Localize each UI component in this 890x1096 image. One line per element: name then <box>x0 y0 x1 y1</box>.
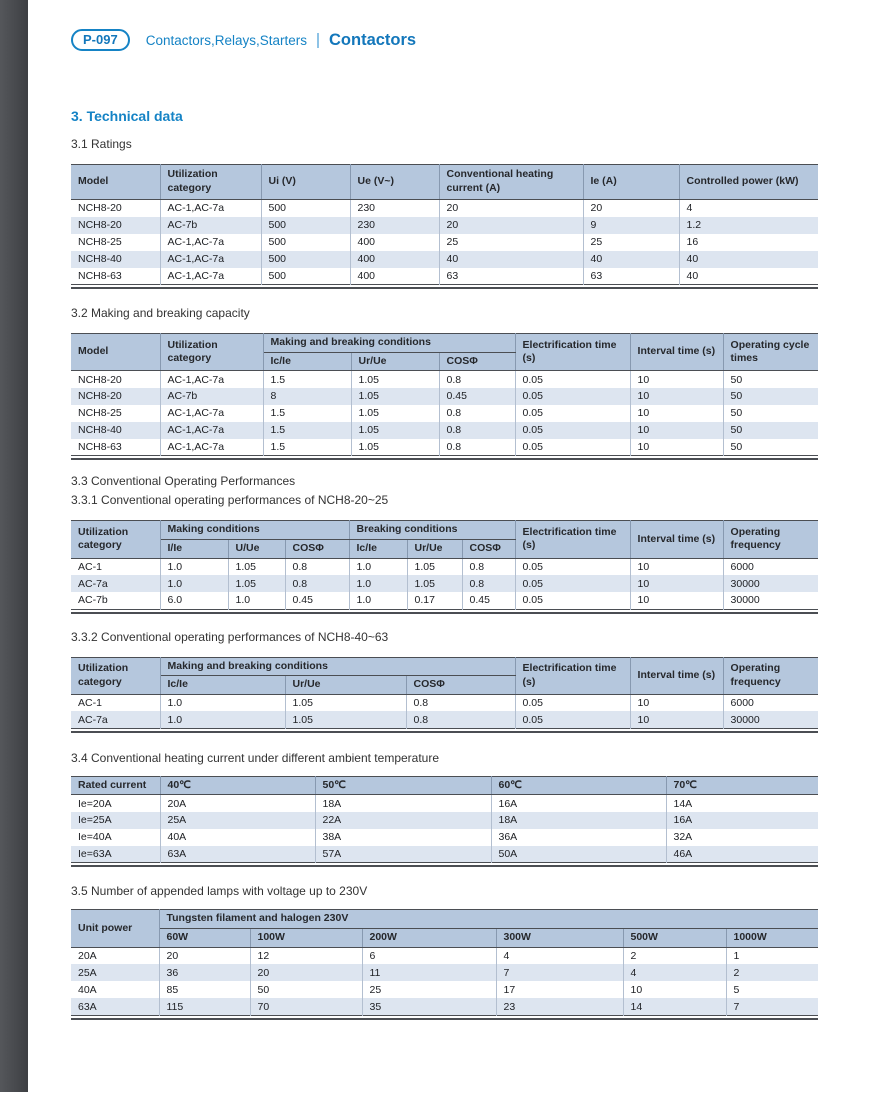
table-cell: 20 <box>583 200 679 217</box>
subsection-title-ratings: 3.1 Ratings <box>71 137 132 151</box>
table-cell: AC-7b <box>160 388 263 405</box>
table-cell: 10 <box>630 388 723 405</box>
table-cell: 10 <box>630 439 723 456</box>
column-header-interval-time: Interval time (s) <box>630 657 723 694</box>
column-header-model: Model <box>71 334 160 371</box>
table-cell: 0.17 <box>407 592 462 609</box>
table-row <box>71 422 818 439</box>
table-cell: 25 <box>583 234 679 251</box>
table-cell: 0.8 <box>462 575 515 592</box>
table-cell: 1.0 <box>349 592 407 609</box>
table-row <box>71 371 818 388</box>
table-cell: 85 <box>159 981 250 998</box>
breadcrumb: Contactors,Relays,Starters <box>145 32 308 48</box>
column-header-60w: 60W <box>159 929 250 948</box>
page-number-badge: P-097 <box>71 29 130 51</box>
table-row <box>71 829 818 846</box>
table-cell: 0.45 <box>462 592 515 609</box>
column-header-cos-phi: COSΦ <box>462 539 515 558</box>
table-cell: 14A <box>666 795 818 812</box>
table-cell: 63A <box>71 998 159 1015</box>
table-cell: 10 <box>630 405 723 422</box>
table-cell: 1.5 <box>263 422 351 439</box>
table-cell: 18A <box>491 812 666 829</box>
table-cell: NCH8-20 <box>71 371 160 388</box>
table-cell: 16A <box>491 795 666 812</box>
subsection-title-performances-40-63: 3.3.2 Conventional operating performances of NCH8-40~63 <box>71 629 389 644</box>
table-row <box>71 981 818 998</box>
column-header-200w: 200W <box>362 929 496 948</box>
column-header-70c: 70℃ <box>666 776 818 795</box>
table-cell: 11 <box>362 964 496 981</box>
table-cell: 25A <box>71 964 159 981</box>
table-subheader-row <box>71 929 818 948</box>
page-title: Contactors <box>329 30 417 49</box>
subsection-title-lamps: 3.5 Number of appended lamps with voltage up to 230V <box>71 884 368 899</box>
table-cell: 0.8 <box>439 371 515 388</box>
heating-current-table <box>71 776 818 868</box>
table-row <box>71 575 818 592</box>
table-row <box>71 217 818 234</box>
table-cell: NCH8-40 <box>71 422 160 439</box>
column-header-300w: 300W <box>496 929 623 948</box>
column-header-operating-cycle-times: Operating cycle times <box>723 334 818 371</box>
column-header-ie: Ie (A) <box>583 165 679 200</box>
table-cell: 1.0 <box>349 575 407 592</box>
table-cell: 46A <box>666 846 818 863</box>
section-title-technical-data: 3. Technical data <box>71 108 183 124</box>
page-header <box>71 28 818 52</box>
table-cell: AC-1,AC-7a <box>160 234 261 251</box>
table-cell: AC-1 <box>71 694 160 711</box>
table-cell: 20 <box>250 964 362 981</box>
table-cell: 500 <box>261 200 350 217</box>
table-row <box>71 251 818 268</box>
table-cell: 63A <box>160 846 315 863</box>
column-header-utilization-category: Utilization category <box>160 334 263 371</box>
table-cell: 5 <box>726 981 818 998</box>
table-cell: 40 <box>439 251 583 268</box>
table-cell: 36 <box>159 964 250 981</box>
column-header-ic-ie: Ic/Ie <box>160 676 285 695</box>
table-cell: 400 <box>350 251 439 268</box>
table-cell: 0.05 <box>515 575 630 592</box>
table-cell: AC-7b <box>160 217 261 234</box>
performances-20-25-table <box>71 520 818 613</box>
ratings-table <box>71 164 818 289</box>
page-edge-bar <box>0 0 28 1092</box>
column-header-40c: 40℃ <box>160 776 315 795</box>
table-cell: 57A <box>315 846 491 863</box>
table-cell: 0.05 <box>515 711 630 728</box>
page-content <box>71 0 818 1020</box>
table-cell: 12 <box>250 947 362 964</box>
column-header-controlled-power: Controlled power (kW) <box>679 165 818 200</box>
table-cell: 0.05 <box>515 558 630 575</box>
table-cell: 25A <box>160 812 315 829</box>
table-cell: AC-1,AC-7a <box>160 439 263 456</box>
table-cell: 6000 <box>723 694 818 711</box>
table-row <box>71 711 818 728</box>
table-row <box>71 812 818 829</box>
table-cell: 1.05 <box>228 575 285 592</box>
table-cell: NCH8-40 <box>71 251 160 268</box>
table-row <box>71 439 818 456</box>
column-header-50c: 50℃ <box>315 776 491 795</box>
column-header-60c: 60℃ <box>491 776 666 795</box>
table-cell: 70 <box>250 998 362 1015</box>
table-cell: 20 <box>439 217 583 234</box>
table-cell: 30000 <box>723 711 818 728</box>
table-header-row <box>71 657 818 676</box>
table-cell: 4 <box>623 964 726 981</box>
table-cell: 50 <box>250 981 362 998</box>
table-cell: NCH8-63 <box>71 439 160 456</box>
table-cell: AC-1,AC-7a <box>160 371 263 388</box>
table-cell: 40A <box>160 829 315 846</box>
table-cell: 500 <box>261 268 350 285</box>
breadcrumb-divider <box>317 33 319 48</box>
table-cell: 50 <box>723 388 818 405</box>
column-header-utilization-category: Utilization category <box>160 165 261 200</box>
table-row <box>71 592 818 609</box>
table-cell: AC-1,AC-7a <box>160 268 261 285</box>
table-cell: 10 <box>623 981 726 998</box>
table-cell: 400 <box>350 268 439 285</box>
table-cell: 230 <box>350 217 439 234</box>
table-cell: 0.05 <box>515 439 630 456</box>
column-header-electrification-time: Electrification time (s) <box>515 334 630 371</box>
table-cell: 40 <box>583 251 679 268</box>
table-row <box>71 405 818 422</box>
table-cell: 40 <box>679 268 818 285</box>
table-cell: 63 <box>583 268 679 285</box>
table-header-row <box>71 521 818 540</box>
table-cell: 0.05 <box>515 694 630 711</box>
table-cell: 0.05 <box>515 592 630 609</box>
table-cell: 1.05 <box>351 405 439 422</box>
table-cell: Ie=20A <box>71 795 160 812</box>
table-cell: 40A <box>71 981 159 998</box>
performances-40-63-table <box>71 657 818 733</box>
column-header-rated-current: Rated current <box>71 776 160 795</box>
table-row <box>71 268 818 285</box>
table-cell: 50 <box>723 439 818 456</box>
table-cell: 1.05 <box>351 371 439 388</box>
table-cell: 1.2 <box>679 217 818 234</box>
table-cell: 6.0 <box>160 592 228 609</box>
table-cell: NCH8-25 <box>71 405 160 422</box>
table-cell: 7 <box>726 998 818 1015</box>
column-header-unit-power: Unit power <box>71 910 159 947</box>
table-cell: 115 <box>159 998 250 1015</box>
table-row <box>71 795 818 812</box>
table-cell: 14 <box>623 998 726 1015</box>
table-cell: 10 <box>630 711 723 728</box>
column-header-ue: Ue (V~) <box>350 165 439 200</box>
column-header-electrification-time: Electrification time (s) <box>515 521 630 558</box>
table-cell: 1.05 <box>351 388 439 405</box>
table-cell: 10 <box>630 558 723 575</box>
table-cell: Ie=25A <box>71 812 160 829</box>
column-header-electrification-time: Electrification time (s) <box>515 657 630 694</box>
table-cell: 1.5 <box>263 371 351 388</box>
table-cell: 6 <box>362 947 496 964</box>
table-cell: 10 <box>630 592 723 609</box>
table-cell: 0.45 <box>439 388 515 405</box>
table-row <box>71 558 818 575</box>
group-header-tungsten-halogen: Tungsten filament and halogen 230V <box>159 910 818 929</box>
table-cell: 23 <box>496 998 623 1015</box>
group-header-making-breaking-conditions: Making and breaking conditions <box>160 657 515 676</box>
table-cell: Ie=40A <box>71 829 160 846</box>
table-cell: 1.0 <box>160 694 285 711</box>
table-cell: 500 <box>261 251 350 268</box>
table-cell: 2 <box>623 947 726 964</box>
subsection-title-operating-performances: 3.3 Conventional Operating Performances <box>71 474 296 489</box>
table-cell: 20 <box>159 947 250 964</box>
column-header-interval-time: Interval time (s) <box>630 521 723 558</box>
column-header-utilization-category: Utilization category <box>71 657 160 694</box>
table-cell: 0.8 <box>406 694 515 711</box>
table-cell: 36A <box>491 829 666 846</box>
table-cell: 0.8 <box>285 575 349 592</box>
table-cell: 1.05 <box>285 694 406 711</box>
table-cell: AC-7a <box>71 711 160 728</box>
column-header-ur-ue: Ur/Ue <box>351 352 439 371</box>
table-cell: 50 <box>723 371 818 388</box>
subsection-title-performances-20-25: 3.3.1 Conventional operating performances of NCH8-20~25 <box>71 493 389 508</box>
table-cell: 1.05 <box>351 439 439 456</box>
table-cell: AC-1,AC-7a <box>160 200 261 217</box>
table-cell: 32A <box>666 829 818 846</box>
table-row <box>71 694 818 711</box>
table-cell: 20A <box>71 947 159 964</box>
table-cell: 50A <box>491 846 666 863</box>
table-row <box>71 234 818 251</box>
table-cell: 1.05 <box>407 558 462 575</box>
table-cell: 6000 <box>723 558 818 575</box>
table-cell: 10 <box>630 422 723 439</box>
table-cell: 50 <box>723 422 818 439</box>
column-header-model: Model <box>71 165 160 200</box>
column-header-cos-phi: COSΦ <box>285 539 349 558</box>
column-header-ur-ue: Ur/Ue <box>407 539 462 558</box>
subsection-title-making-breaking: 3.2 Making and breaking capacity <box>71 306 250 320</box>
table-cell: 10 <box>630 371 723 388</box>
table-cell: 0.8 <box>439 439 515 456</box>
column-header-heating-current: Conventional heating current (A) <box>439 165 583 200</box>
table-row <box>71 998 818 1015</box>
table-cell: 16 <box>679 234 818 251</box>
table-cell: AC-1,AC-7a <box>160 405 263 422</box>
table-cell: 0.45 <box>285 592 349 609</box>
column-header-utilization-category: Utilization category <box>71 521 160 558</box>
table-cell: 0.05 <box>515 422 630 439</box>
table-cell: 1.05 <box>285 711 406 728</box>
table-cell: 0.8 <box>439 405 515 422</box>
table-header-row <box>71 165 818 200</box>
table-row <box>71 388 818 405</box>
column-header-1000w: 1000W <box>726 929 818 948</box>
table-cell: 30000 <box>723 592 818 609</box>
making-breaking-capacity-table <box>71 333 818 460</box>
table-cell: 20 <box>439 200 583 217</box>
column-header-interval-time: Interval time (s) <box>630 334 723 371</box>
table-cell: 20A <box>160 795 315 812</box>
table-cell: 7 <box>496 964 623 981</box>
table-header-row <box>71 910 818 929</box>
column-header-cos-phi: COSΦ <box>406 676 515 695</box>
table-row <box>71 200 818 217</box>
table-cell: NCH8-25 <box>71 234 160 251</box>
table-cell: 16A <box>666 812 818 829</box>
group-header-making-conditions: Making conditions <box>160 521 349 540</box>
table-cell: 40 <box>679 251 818 268</box>
table-header-row <box>71 334 818 353</box>
table-cell: 1.5 <box>263 405 351 422</box>
column-header-ic-ie: Ic/Ie <box>263 352 351 371</box>
table-cell: AC-1,AC-7a <box>160 251 261 268</box>
table-cell: 38A <box>315 829 491 846</box>
table-cell: 1.05 <box>228 558 285 575</box>
table-cell: AC-1,AC-7a <box>160 422 263 439</box>
group-header-making-breaking-conditions: Making and breaking conditions <box>263 334 515 353</box>
table-cell: 1.05 <box>407 575 462 592</box>
table-cell: AC-7b <box>71 592 160 609</box>
table-cell: 400 <box>350 234 439 251</box>
table-cell: AC-1 <box>71 558 160 575</box>
table-cell: 500 <box>261 234 350 251</box>
table-row <box>71 846 818 863</box>
table-cell: 1.0 <box>160 711 285 728</box>
table-row <box>71 947 818 964</box>
table-cell: 25 <box>362 981 496 998</box>
table-cell: 2 <box>726 964 818 981</box>
group-header-breaking-conditions: Breaking conditions <box>349 521 515 540</box>
table-cell: 10 <box>630 575 723 592</box>
table-cell: 4 <box>679 200 818 217</box>
table-cell: 1.0 <box>160 558 228 575</box>
table-row <box>71 964 818 981</box>
table-cell: 4 <box>496 947 623 964</box>
table-cell: 230 <box>350 200 439 217</box>
table-cell: 35 <box>362 998 496 1015</box>
table-cell: 0.8 <box>285 558 349 575</box>
table-cell: 10 <box>630 694 723 711</box>
table-cell: 25 <box>439 234 583 251</box>
column-header-i-ie: I/Ie <box>160 539 228 558</box>
table-cell: 1.0 <box>228 592 285 609</box>
table-cell: 0.05 <box>515 388 630 405</box>
table-cell: AC-7a <box>71 575 160 592</box>
table-cell: 0.8 <box>439 422 515 439</box>
table-cell: 22A <box>315 812 491 829</box>
table-cell: NCH8-20 <box>71 388 160 405</box>
table-cell: 30000 <box>723 575 818 592</box>
table-cell: NCH8-20 <box>71 217 160 234</box>
column-header-ic-ie: Ic/Ie <box>349 539 407 558</box>
column-header-500w: 500W <box>623 929 726 948</box>
column-header-u-ue: U/Ue <box>228 539 285 558</box>
table-cell: 63 <box>439 268 583 285</box>
table-cell: NCH8-20 <box>71 200 160 217</box>
table-cell: 0.8 <box>406 711 515 728</box>
lamps-table <box>71 909 818 1019</box>
column-header-cos-phi: COSΦ <box>439 352 515 371</box>
table-cell: 50 <box>723 405 818 422</box>
column-header-operating-frequency: Operating frequency <box>723 657 818 694</box>
table-cell: NCH8-63 <box>71 268 160 285</box>
table-cell: 17 <box>496 981 623 998</box>
column-header-100w: 100W <box>250 929 362 948</box>
table-cell: 1.5 <box>263 439 351 456</box>
column-header-ui: Ui (V) <box>261 165 350 200</box>
table-header-row <box>71 776 818 795</box>
table-cell: 0.05 <box>515 405 630 422</box>
table-cell: Ie=63A <box>71 846 160 863</box>
table-cell: 1 <box>726 947 818 964</box>
column-header-operating-frequency: Operating frequency <box>723 521 818 558</box>
table-cell: 0.8 <box>462 558 515 575</box>
table-cell: 1.0 <box>160 575 228 592</box>
table-cell: 8 <box>263 388 351 405</box>
table-cell: 500 <box>261 217 350 234</box>
table-cell: 9 <box>583 217 679 234</box>
table-cell: 18A <box>315 795 491 812</box>
table-cell: 1.0 <box>349 558 407 575</box>
table-cell: 0.05 <box>515 371 630 388</box>
column-header-ur-ue: Ur/Ue <box>285 676 406 695</box>
subsection-title-heating-current: 3.4 Conventional heating current under different ambient temperature <box>71 750 440 765</box>
table-cell: 1.05 <box>351 422 439 439</box>
